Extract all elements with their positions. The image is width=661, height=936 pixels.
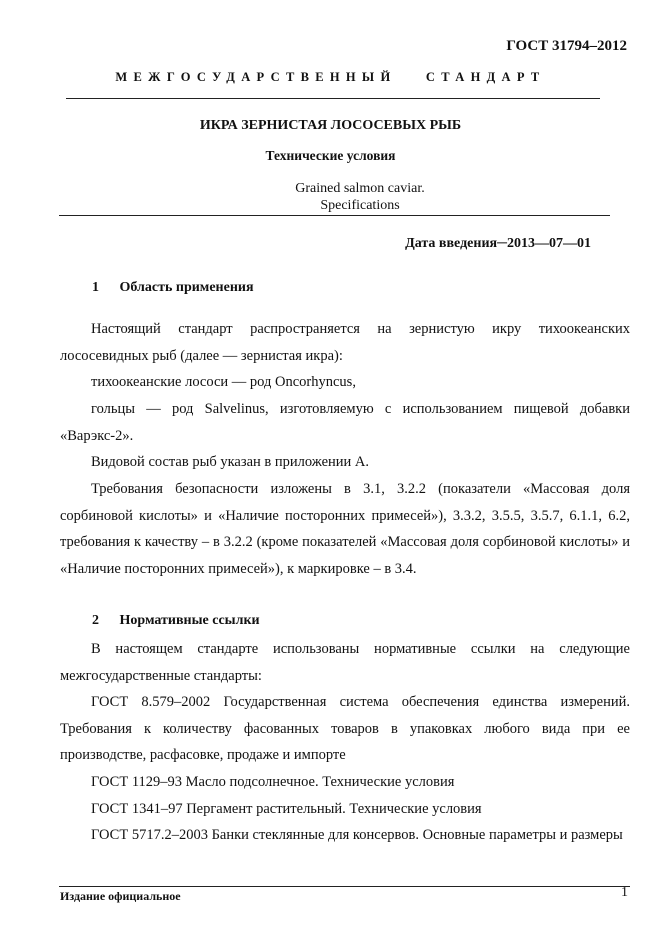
- section-2-intro: В настоящем стандарте использованы нормативные ссылки на следующие межгосударственные стандарты:: [60, 641, 630, 684]
- section-1-number: 1: [92, 280, 99, 295]
- section-1-heading: [92, 280, 254, 296]
- english-title-line-2: Specifications: [320, 198, 400, 213]
- document-subtitle: Технические условия: [265, 148, 396, 163]
- section-1-paragraph-species: Видовой состав рыб указан в приложении А.: [91, 454, 370, 470]
- section-1-paragraph-salmon: тихоокеанские лососи — род Oncorhyncus,: [91, 374, 356, 390]
- section-2-title: Нормативные ссылки: [119, 613, 260, 628]
- section-1-title: Область применения: [119, 280, 254, 295]
- page-number: 1: [621, 885, 628, 900]
- section-1-paragraph-char: гольцы — род Salvelinus, изготовляемую с использованием пищевой добавки «Варэкс-2».: [60, 401, 630, 444]
- reference-item: ГОСТ 8.579–2002 Государственная система обеспечения единства измерений. Требования к количеству фасованных товаров в упаковках любого вида при ее производстве, расфасовке, продаже и импорте: [60, 694, 630, 763]
- reference-item: ГОСТ 5717.2–2003 Банки стеклянные для консервов. Основные параметры и размеры: [91, 827, 623, 843]
- footer-divider: [59, 886, 630, 887]
- date-of-introduction: Дата введения─2013—07—01: [405, 236, 591, 251]
- english-title: [240, 180, 480, 214]
- official-edition-label: Издание официальное: [60, 889, 181, 903]
- reference-item: ГОСТ 1341–97 Пергамент растительный. Технические условия: [91, 801, 482, 817]
- section-2-number: 2: [92, 613, 99, 628]
- reference-item: ГОСТ 1129–93 Масло подсолнечное. Технические условия: [91, 774, 455, 790]
- english-title-line-1: Grained salmon caviar.: [295, 181, 425, 196]
- section-1-paragraph-requirements: Требования безопасности изложены в 3.1, 3.2.2 (показатели «Массовая доля сорбиновой кислоты» и «Наличие посторонних примесей»), 3.3.2, 3.5.5, 3.5.7, 6.1.1, 6.2, требования к качеству – в 3.2.2 (кроме показателей «Массовая доля сорбиновой кислоты» и «Наличие посторонних примесей»), к маркировке – в 3.4.: [60, 481, 630, 577]
- standard-type-heading: МЕЖГОСУДАРСТВЕННЫЙ СТАНДАРТ: [115, 70, 546, 84]
- section-1-paragraph-scope: Настоящий стандарт распространяется на зернистую икру тихоокеанских лососевидных рыб (далее — зернистая икра):: [60, 321, 630, 364]
- section-2-heading: [92, 613, 260, 629]
- document-number: ГОСТ 31794–2012: [506, 38, 627, 54]
- document-title: ИКРА ЗЕРНИСТАЯ ЛОСОСЕВЫХ РЫБ: [199, 118, 462, 133]
- title-divider: [59, 215, 610, 216]
- header-divider: [66, 98, 600, 99]
